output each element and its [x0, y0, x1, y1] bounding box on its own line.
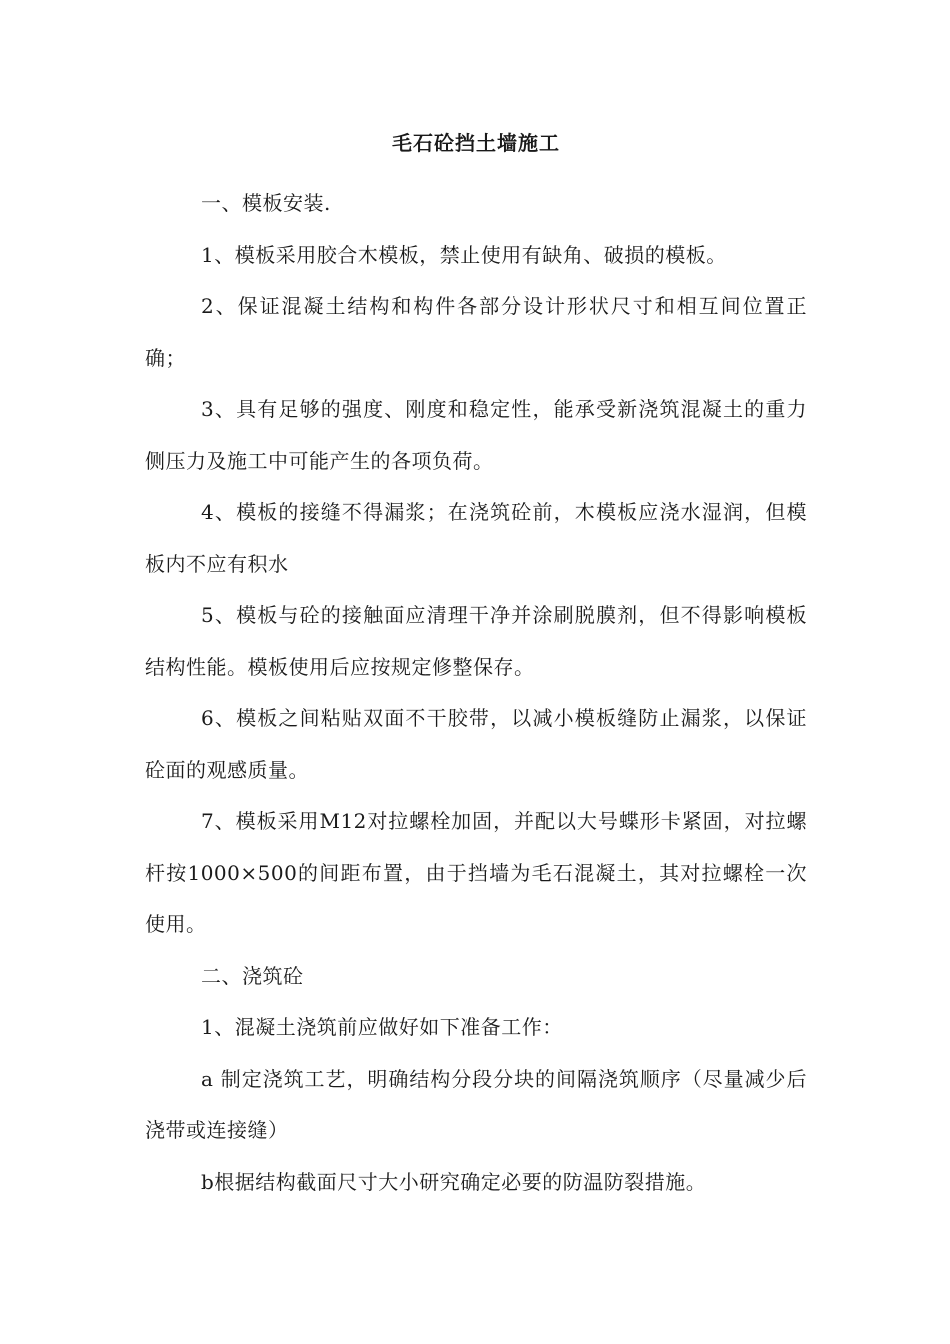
heading-concrete-pouring: 二、浇筑砼 [201, 963, 304, 988]
paragraph-formwork-4: 4、模板的接缝不得漏浆；在浇筑砼前，木模板应浇水湿润，但模板内不应有积水 [145, 500, 807, 576]
paragraph-formwork-6: 6、模板之间粘贴双面不干胶带，以减小模板缝防止漏浆，以保证砼面的观感质量。 [145, 706, 807, 782]
paragraph-pouring-a: a 制定浇筑工艺，明确结构分段分块的间隔浇筑顺序（尽量减少后浇带或连接缝） [145, 1066, 807, 1142]
paragraph-pouring-1: 1、混凝土浇筑前应做好如下准备工作： [201, 1015, 563, 1039]
document-body [145, 126, 807, 1208]
paragraph-pouring-b: b根据结构截面尺寸大小研究确定必要的防温防裂措施。 [201, 1169, 707, 1194]
document-title: 毛石砼挡土墙施工 [392, 131, 560, 155]
paragraph-formwork-5: 5、模板与砼的接触面应清理干净并涂刷脱膜剂，但不得影响模板结构性能。模板使用后应按规定修整保存。 [145, 603, 807, 679]
paragraph-formwork-3: 3、具有足够的强度、刚度和稳定性，能承受新浇筑混凝土的重力侧压力及施工中可能产生的各项负荷。 [145, 397, 807, 473]
paragraph-formwork-7: 7、模板采用M12对拉螺栓加固，并配以大号蝶形卡紧固，对拉螺杆按1000×500的间距布置，由于挡墙为毛石混凝土，其对拉螺栓一次使用。 [145, 809, 807, 936]
heading-formwork-installation: 一、模板安装. [201, 191, 331, 215]
paragraph-formwork-1: 1、模板采用胶合木模板，禁止使用有缺角、破损的模板。 [201, 242, 727, 267]
paragraph-formwork-2: 2、保证混凝土结构和构件各部分设计形状尺寸和相互间位置正确； [145, 294, 807, 370]
